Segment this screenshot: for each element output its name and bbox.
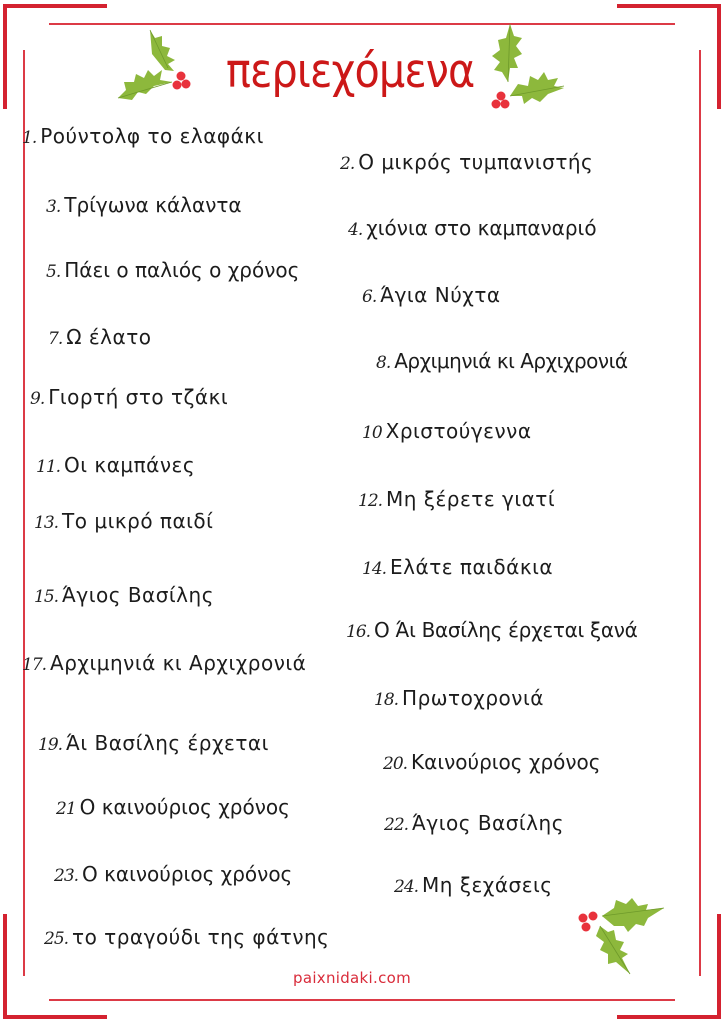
list-item: 1. Ρούντολφ το ελαφάκι: [22, 124, 264, 148]
frame-top-right-h: [617, 4, 721, 8]
list-item: 18. Πρωτοχρονιά: [374, 686, 544, 710]
frame-bottom-right-h: [617, 1015, 721, 1019]
holly-icon-top-right: [486, 24, 576, 114]
frame-inner-bottom: [49, 999, 675, 1001]
list-item: 8. Αρχιμηνιά κι Αρχιχρονιά: [376, 349, 628, 373]
list-item: 11. Οι καμπάνες: [36, 453, 196, 477]
list-item: 5. Πάει ο παλιός ο χρόνος: [46, 258, 300, 282]
list-item: 24. Μη ξεχάσεις: [394, 873, 553, 897]
holly-icon-top-left: [110, 24, 210, 114]
list-item: 2. Ο μικρός τυμπανιστής: [340, 150, 594, 174]
list-item: 21 Ο καινούριος χρόνος: [56, 795, 290, 819]
list-item: 7. Ω έλατο: [48, 325, 152, 349]
list-item: 13. Το μικρό παιδί: [34, 509, 214, 533]
frame-top-right-v: [717, 4, 721, 109]
list-item: 3. Τρίγωνα κάλαντα: [46, 193, 242, 217]
list-item: 25. το τραγούδι της φάτνης: [44, 925, 330, 949]
frame-top-left-v: [3, 4, 7, 109]
page-title: περιεχόμενα: [226, 44, 475, 99]
list-item: 10 Χριστούγεννα: [362, 419, 532, 443]
list-item: 14. Ελάτε παιδάκια: [362, 555, 554, 579]
list-item: 9. Γιορτή στο τζάκι: [30, 385, 229, 409]
frame-bottom-left-v: [3, 914, 7, 1019]
list-item: 12. Μη ξέρετε γιατί: [358, 487, 556, 511]
holly-icon-bottom-right: [572, 896, 672, 978]
list-item: 23. Ο καινούριος χρόνος: [54, 862, 293, 886]
list-item: 6. Άγια Νύχτα: [362, 283, 501, 307]
frame-inner-left: [23, 50, 25, 976]
frame-bottom-right-v: [717, 914, 721, 1019]
frame-inner-right: [699, 50, 701, 976]
list-item: 16. Ο Άι Βασίλης έρχεται ξανά: [346, 618, 638, 642]
list-item: 4. χιόνια στο καμπαναριό: [348, 216, 597, 240]
list-item: 19. Άι Βασίλης έρχεται: [38, 731, 269, 755]
list-item: 22. Άγιος Βασίλης: [384, 811, 564, 835]
list-item: 17. Αρχιμηνιά κι Αρχιχρονιά: [22, 651, 307, 675]
list-item: 15. Άγιος Βασίλης: [34, 583, 214, 607]
footer-site-link[interactable]: paixnidaki.com: [293, 969, 412, 987]
list-item: 20. Καινούριος χρόνος: [383, 750, 601, 774]
frame-bottom-left-h: [3, 1015, 107, 1019]
frame-top-left-h: [3, 4, 107, 8]
